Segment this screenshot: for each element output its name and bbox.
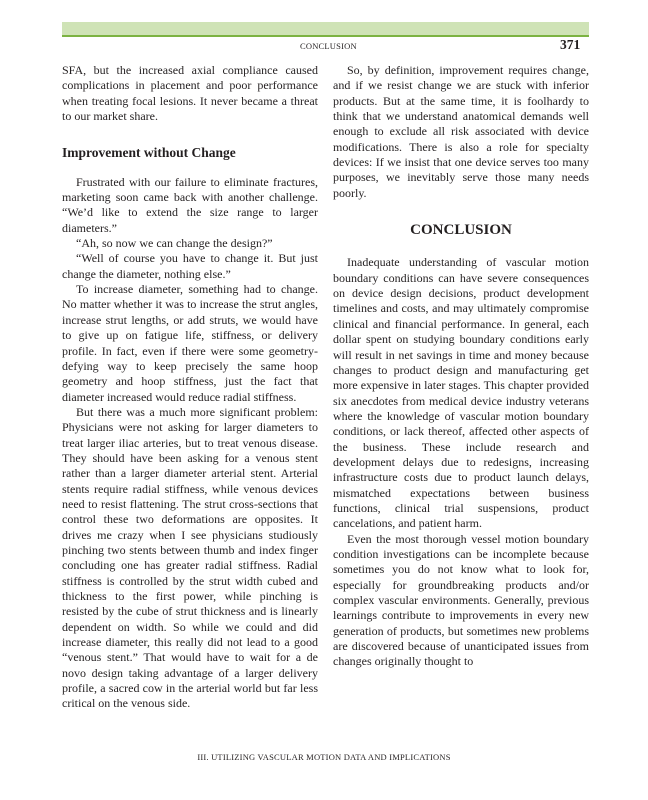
section-heading: CONCLUSION <box>410 222 512 239</box>
paragraph: So, by definition, improvement requires change, and if we resist change we are stuck with inferior products. But at the same time, it is foolhardy to think that we understand anatomical demands well enough to exclude all risk associated with device modifications. There is also a role for specialty devices: If we insist that one device serves too many purposes, we inevitably serve those many needs poorly. <box>333 63 589 200</box>
paragraph-intro: SFA, but the increased axial compliance caused complications in placement and poor performance when treating focal lesions. It never became a threat to our market share. <box>62 63 318 124</box>
page-footer: III. UTILIZING VASCULAR MOTION DATA AND IMPLICATIONS <box>197 752 451 762</box>
paragraph: Inadequate understanding of vascular motion boundary conditions can have severe consequences on device design decisions, product development timelines and costs, and may ultimately compromise clinical and financial performance. In general, each dollar spent on studying boundary conditions early will result in net savings in time and money because changes to product design and manufacturing get more expensive in later stages. This chapter provided six anecdotes from medical device industry veterans where the knowledge of vascular motion boundary conditions, or lack thereof, affected other aspects of the business. These include research and development delays due to redesigns, increasing infrastructure costs due to product launch delays, mismatched expectations between business functions, clinical trial suspensions, product cancelations, and patient harm. <box>333 255 589 531</box>
paragraph: But there was a much more significant problem: Physicians were not asking for larger diameters to treat larger iliac arteries, but to treat venous disease. They should have been asking for a venous stent rather than a larger diameter arterial stent. Arterial stents require radial stiffness, while venous devices need to resist flattening. The strut cross-sections that control these two deformations are opposites. It drives me crazy when I see physicians studiously pinching two stents between thumb and index finger concluding one has greater radial stiffness. Radial stiffness is controlled by the strut width cubed and thickness to the first power, while pinching is resisted by the cube of strut thickness and is linearly dependent on width. So while we could and did increase diameter, this really did not lead to a good “venous stent.” That would have to wait for a de novo design taking advantage of a larger delivery profile, a sacred cow in the arterial world but far less critical on the venous side. <box>62 404 318 711</box>
left-column <box>62 63 318 712</box>
paragraph: “Well of course you have to change it. But just change the diameter, nothing else.” <box>62 251 318 281</box>
running-title: CONCLUSION <box>300 41 357 51</box>
paragraph: “Ah, so now we can change the design?” <box>76 236 273 251</box>
subheading: Improvement without Change <box>62 145 236 161</box>
right-column <box>333 63 589 670</box>
header-rule <box>62 22 589 37</box>
paragraph: Frustrated with our failure to eliminate fractures, marketing soon came back with another challenge. “We’d like to extend the size range to larger diameters.” <box>62 174 318 235</box>
paragraph: To increase diameter, something had to change. No matter whether it was to increase the strut angles, increase strut lengths, or add struts, we would have to give up on fatigue life, stiffness, or delivery profile. In fact, even if there were some geometry-defying way to keep precisely the same hoop geometry and hoop stiffness, just the fact that diameter increased would reduce radial stiffness. <box>62 282 318 404</box>
paragraph: Even the most thorough vessel motion boundary condition investigations can be incomplete because sometimes you do not know what to look for, especially for groundbreaking products and/or complex vascular environments. Generally, previous learnings contribute to improvements in every new generation of products, but sometimes new problems are discovered because of unanticipated issues from changes originally thought to <box>333 531 589 669</box>
page-number: 371 <box>560 37 581 52</box>
